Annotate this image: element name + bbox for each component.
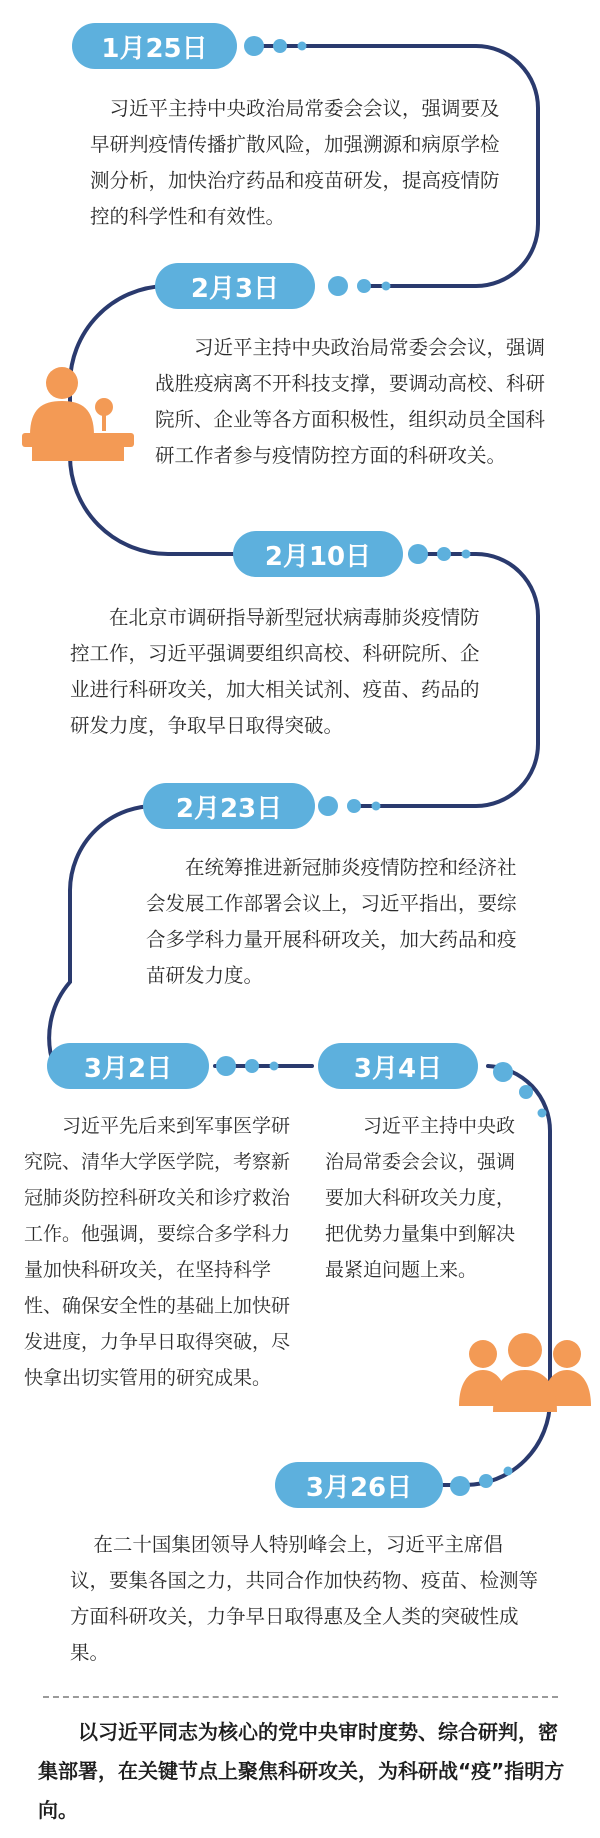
date-badge: 2月3日 <box>155 263 315 309</box>
date-badge: 2月23日 <box>143 783 315 829</box>
date-badge: 2月10日 <box>233 531 403 577</box>
event-description: 习近平先后来到军事医学研究院、清华大学医学院，考察新冠肺炎防控科研攻关和诊疗救治工作。他强调，要综合多学科力量加快科研攻关，在坚持科学性、确保安全性的基础上加快研发进度，力争早日取得突破，尽快拿出切实管用的研究成果。 <box>24 1115 291 1389</box>
event-description: 在二十国集团领导人特别峰会上，习近平主席倡议，要集各国之力，共同合作加快药物、疫苗、检测等方面科研攻关，力争早日取得惠及全人类的突破性成果。 <box>70 1533 539 1664</box>
event-description: 在统筹推进新冠肺炎疫情防控和经济社会发展工作部署会议上，习近平指出，要综合多学科力量开展科研攻关，加大药品和疫苗研发力度。 <box>146 856 517 987</box>
date-badge: 3月2日 <box>47 1043 209 1089</box>
event-description: 习近平主持中央政治局常委会会议，强调要加大科研攻关力度，把优势力量集中到解决最紧迫问题上来。 <box>325 1115 516 1281</box>
event-description: 习近平主持中央政治局常委会会议，强调战胜疫病离不开科技支撑，要调动高校、科研院所、企业等各方面积极性，组织动员全国科研工作者参与疫情防控方面的科研攻关。 <box>155 336 546 467</box>
dashed-divider <box>43 1696 558 1698</box>
speaker-at-podium-icon <box>22 365 134 463</box>
date-badge: 1月25日 <box>72 23 237 69</box>
date-badge: 3月4日 <box>318 1043 478 1089</box>
group-of-people-icon <box>457 1332 593 1416</box>
event-description: 在北京市调研指导新型冠状病毒肺炎疫情防控工作，习近平强调要组织高校、科研院所、企业进行科研攻关，加大相关试剂、疫苗、药品的研发力度，争取早日取得突破。 <box>70 606 480 737</box>
event-description: 习近平主持中央政治局常委会会议，强调要及早研判疫情传播扩散风险，加强溯源和病原学检测分析，加快治疗药品和疫苗研发，提高疫情防控的科学性和有效性。 <box>90 97 500 228</box>
summary-text: 以习近平同志为核心的党中央审时度势、综合研判，密集部署，在关键节点上聚焦科研攻关，为科研战“疫”指明方向。 <box>38 1720 565 1822</box>
date-badge: 3月26日 <box>275 1462 443 1508</box>
